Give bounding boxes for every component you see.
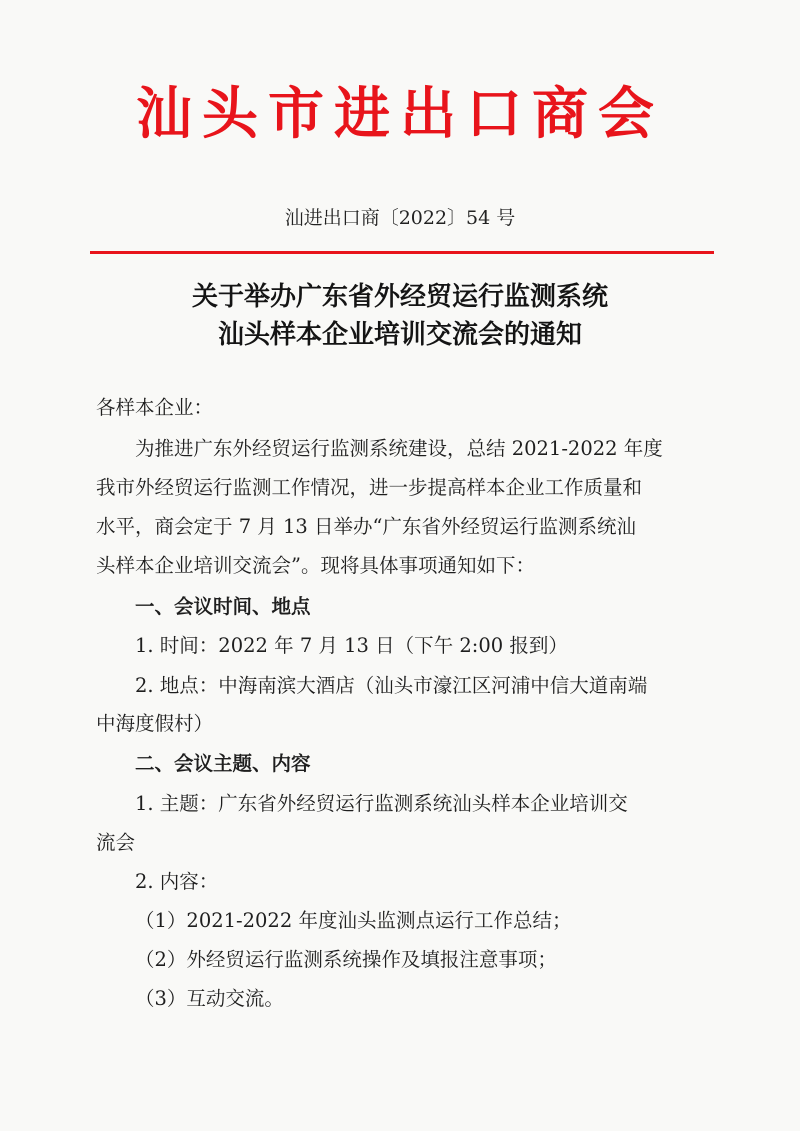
content-item-2: （2）外经贸运行监测系统操作及填报注意事项； [135,948,557,971]
section-1-heading: 一、会议时间、地点 [135,595,311,618]
document-title [0,278,800,354]
intro-line-4: 头样本企业培训交流会”。现将具体事项通知如下： [96,554,535,577]
title-line-2: 汕头样本企业培训交流会的通知 [217,320,582,350]
title-line-1: 关于举办广东省外经贸运行监测系统 [191,282,608,312]
content-item-1: （1）2021-2022 年度汕头监测点运行工作总结； [135,909,572,932]
meeting-content-label: 2. 内容： [135,870,219,893]
salutation: 各样本企业： [96,396,214,419]
meeting-theme-line-2: 流会 [96,831,136,854]
red-divider-line [90,251,714,254]
meeting-theme-line-1: 1. 主题：广东省外经贸运行监测系统汕头样本企业培训交 [135,792,628,815]
section-2-heading: 二、会议主题、内容 [135,752,311,775]
meeting-place-line-2: 中海度假村） [96,712,214,735]
meeting-time: 1. 时间：2022 年 7 月 13 日（下午 2:00 报到） [135,634,568,657]
content-item-3: （3）互动交流。 [135,987,284,1010]
intro-line-1: 为推进广东外经贸运行监测系统建设，总结 2021-2022 年度 [135,437,663,460]
meeting-place-line-1: 2. 地点：中海南滨大酒店（汕头市濠江区河浦中信大道南端 [135,674,648,697]
intro-line-2: 我市外经贸运行监测工作情况，进一步提高样本企业工作质量和 [96,476,643,499]
organization-header: 汕头市进出口商会 [136,81,664,147]
intro-line-3: 水平，商会定于 7 月 13 日举办“广东省外经贸运行监测系统汕 [96,515,636,538]
document-number: 汕进出口商〔2022〕54 号 [284,207,516,229]
